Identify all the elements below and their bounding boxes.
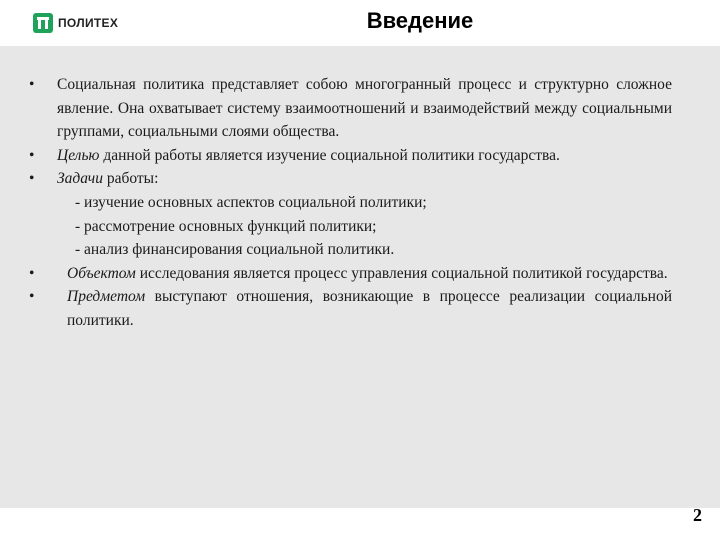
bullet-subject <box>57 285 672 332</box>
task-item: - рассмотрение основных функций политики; <box>75 217 377 235</box>
tasks-label: Задачи <box>57 170 103 188</box>
politech-logo-icon <box>33 13 53 33</box>
slide-title: Введение <box>366 8 474 33</box>
goal-label: Целью <box>57 146 100 164</box>
intro-text: Социальная политика представляет собою многогранный процесс и структурно сложное явление. Она охватывает систему взаимоотношений и взаимодействий между социальными группами, социальными слоями общества. <box>57 76 672 141</box>
goal-text: данной работы является изучение социальной политики государства. <box>99 146 560 164</box>
subject-text: выступают отношения, возникающие в процессе реализации социальной политики. <box>67 288 672 329</box>
object-text: исследования является процесс управления социальной политикой государства. <box>135 264 668 282</box>
object-label: Объектом <box>67 264 136 282</box>
logo-text: ПОЛИТЕХ <box>58 16 119 30</box>
logo <box>33 13 118 33</box>
bullet-object <box>57 262 672 286</box>
bullet-intro <box>57 73 672 144</box>
slide-body <box>57 73 672 333</box>
task-item: - анализ финансирования социальной политики. <box>75 241 395 259</box>
page-number: 2 <box>693 505 702 525</box>
bullet-tasks <box>57 167 672 191</box>
bullet-goal <box>57 144 672 168</box>
tasks-text: работы: <box>102 170 159 188</box>
slide-header <box>0 0 720 46</box>
subject-label: Предметом <box>67 288 146 306</box>
task-item: - изучение основных аспектов социальной политики; <box>75 193 427 211</box>
